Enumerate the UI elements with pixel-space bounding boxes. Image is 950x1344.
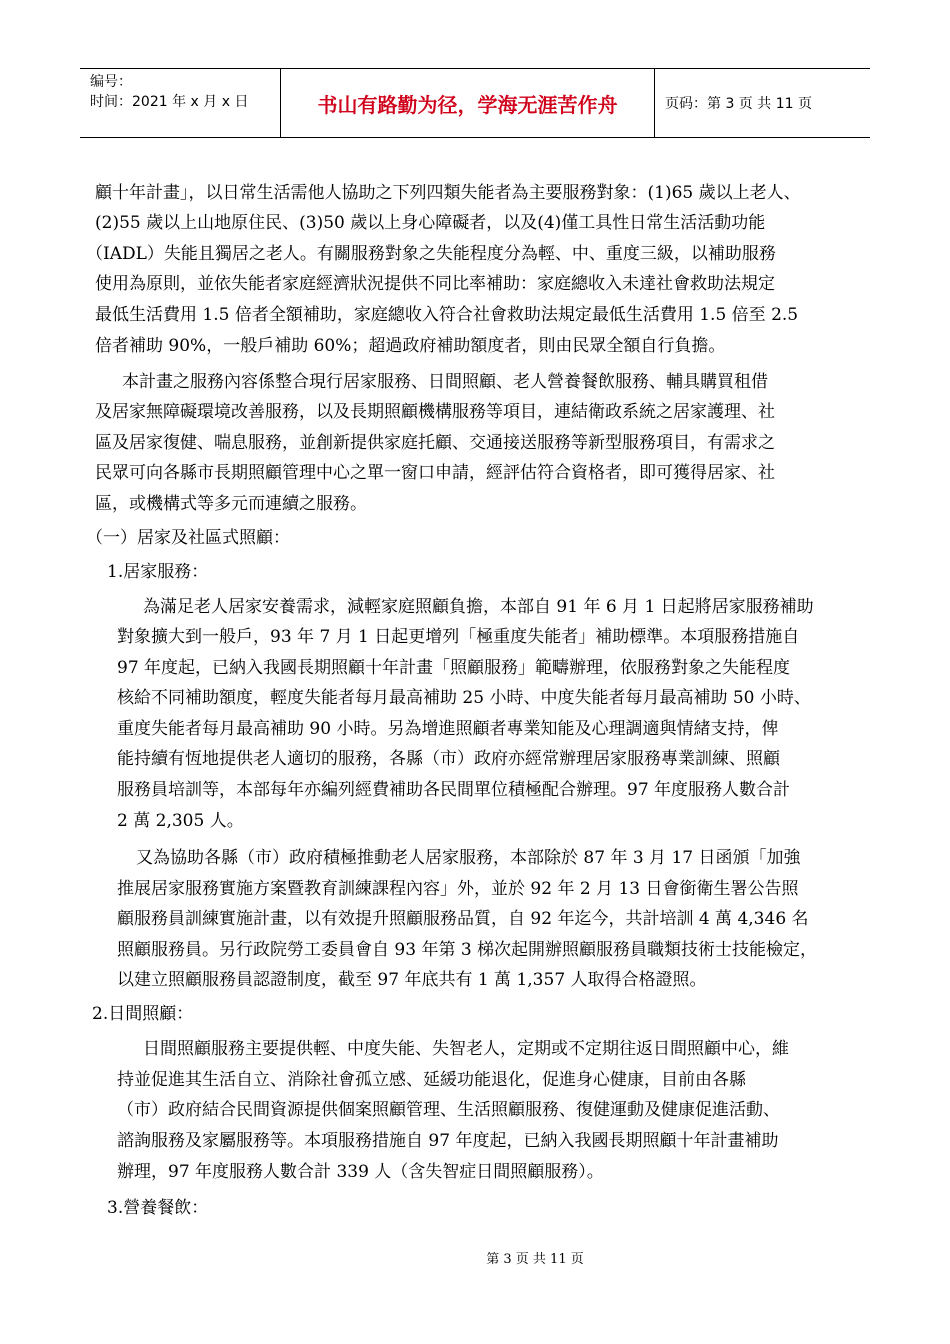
text-line: 以建立照顧服務員認證制度，截至 97 年底共有 1 萬 1,357 人取得合格證照。 — [117, 970, 707, 990]
text-line: 核給不同補助額度，輕度失能者每月最高補助 25 小時、中度失能者每月最高補助 50 小時、 — [117, 688, 811, 708]
text-line: 重度失能者每月最高補助 90 小時。另為增進照顧者專業知能及心理調適與情緒支持，俾 — [117, 719, 779, 739]
header-motto: 书山有路勤为径，学海无涯苦作舟 — [281, 69, 655, 137]
text-line: 持並促進其生活自立、消除社會孤立感、延緩功能退化，促進身心健康，目前由各縣 — [117, 1070, 746, 1090]
subsection-heading: 2.日間照顧： — [92, 1004, 194, 1024]
text-line: 服務員培訓等，本部每年亦編列經費補助各民間單位積極配合辦理。97 年度服務人數合計 — [117, 780, 791, 800]
text-line: 為滿足老人居家安養需求，減輕家庭照顧負擔，本部自 91 年 6 月 1 日起將居家服務補助 — [143, 597, 814, 617]
text-line: 辦理，97 年度服務人數合計 339 人（含失智症日間照顧服務）。 — [117, 1162, 604, 1182]
text-line: 對象擴大到一般戶，93 年 7 月 1 日起更增列「極重度失能者」補助標準。本項服務措施自 — [117, 627, 800, 647]
page-header — [80, 68, 870, 138]
text-line: 倍者補助 90%，一般戶補助 60%；超過政府補助額度者，則由民眾全額自行負擔。 — [95, 336, 726, 356]
subsection-heading: 3.營養餐飲： — [107, 1198, 209, 1218]
text-line: 顧十年計畫」，以日常生活需他人協助之下列四類失能者為主要服務對象：(1)65 歲以上老人、 — [95, 183, 801, 203]
document-date: 时间：2021 年 x 月 x 日 — [90, 94, 249, 110]
section-heading: （一）居家及社區式照顧： — [86, 528, 290, 548]
subsection-heading: 1.居家服務： — [107, 562, 209, 582]
text-line: 能持續有恆地提供老人適切的服務，各縣（市）政府亦經常辦理居家服務專業訓練、照顧 — [117, 749, 780, 769]
text-line: 2 萬 2,305 人。 — [117, 811, 244, 831]
header-info-cell — [80, 69, 281, 137]
header-page-number: 页码：第 3 页 共 11 页 — [665, 96, 812, 112]
text-line: 使用為原則，並依失能者家庭經濟狀況提供不同比率補助：家庭總收入未達社會救助法規定 — [95, 274, 775, 294]
text-line: 97 年度起，已納入我國長期照顧十年計畫「照顧服務」範疇辦理，依服務對象之失能程度 — [117, 658, 791, 678]
document-code: 编号： — [90, 74, 132, 90]
text-line: （市）政府結合民間資源提供個案照顧管理、生活照顧服務、復健運動及健康促進活動、 — [117, 1100, 780, 1120]
text-line: 又為協助各縣（市）政府積極推動老人居家服務，本部除於 87 年 3 月 17 日函頒「加強 — [136, 848, 801, 868]
text-line: 日間照顧服務主要提供輕、中度失能、失智老人，定期或不定期往返日間照顧中心，維 — [143, 1039, 789, 1059]
text-line: 推展居家服務實施方案暨教育訓練課程內容」外，並於 92 年 2 月 13 日會銜衛生署公告照 — [117, 879, 799, 899]
text-line: 照顧服務員。另行政院勞工委員會自 93 年第 3 梯次起開辦照顧服務員職類技術士技能檢定， — [117, 940, 818, 960]
text-line: 顧服務員訓練實施計畫，以有效提升照顧服務品質，自 92 年迄今，共計培訓 4 萬 4,346 名 — [117, 909, 809, 929]
text-line: （IADL）失能且獨居之老人。有關服務對象之失能程度分為輕、中、重度三級，以補助服務 — [86, 244, 776, 264]
text-line: 及居家無障礙環境改善服務，以及長期照顧機構服務等項目，連結衛政系統之居家護理、社 — [95, 402, 775, 422]
text-line: 本計畫之服務內容係整合現行居家服務、日間照顧、老人營養餐飲服務、輔具購買租借 — [122, 372, 768, 392]
text-line: 區，或機構式等多元而連續之服務。 — [95, 494, 367, 514]
text-line: 最低生活費用 1.5 倍者全額補助，家庭總收入符合社會救助法規定最低生活費用 1.5 倍至 2.5 — [95, 305, 799, 325]
page-footer: 第 3 页 共 11 页 — [486, 1252, 584, 1267]
text-line: 民眾可向各縣市長期照顧管理中心之單一窗口申請，經評估符合資格者，即可獲得居家、社 — [95, 463, 775, 483]
text-line: 區及居家復健、喘息服務，並創新提供家庭托顧、交通接送服務等新型服務項目，有需求之 — [95, 433, 775, 453]
text-line: (2)55 歲以上山地原住民、(3)50 歲以上身心障礙者，以及(4)僅工具性日常生活活動功能 — [95, 213, 766, 233]
text-line: 諮詢服務及家屬服務等。本項服務措施自 97 年度起，已納入我國長期照顧十年計畫補助 — [117, 1131, 779, 1151]
